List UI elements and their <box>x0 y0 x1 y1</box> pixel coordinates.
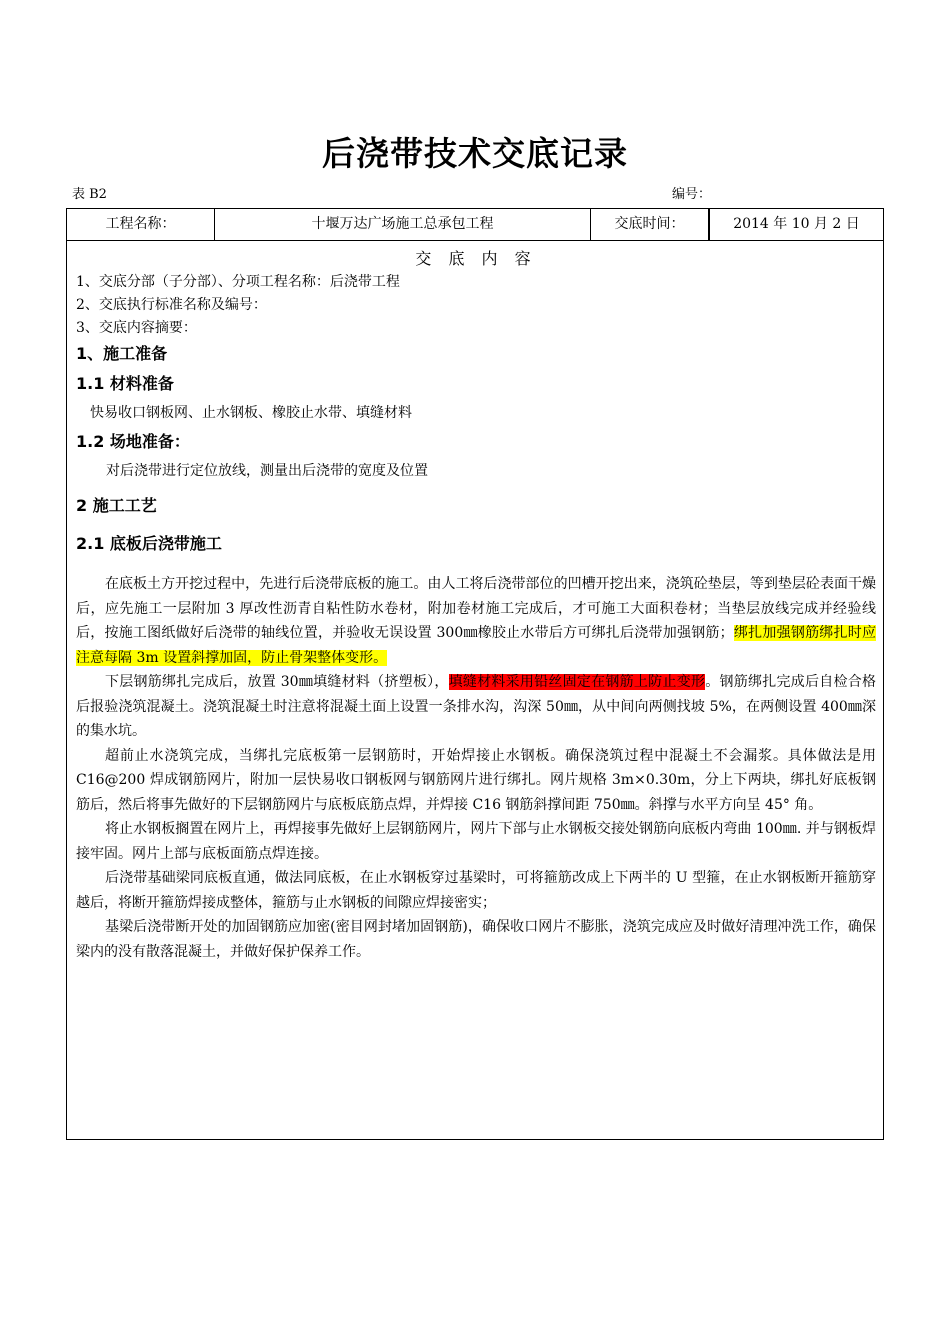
project-name-value: 十堰万达广场施工总承包工程 <box>215 209 591 240</box>
site-text: 对后浇带进行定位放线，测量出后浇带的宽度及位置 <box>106 463 428 479</box>
heading-base-slab: 2.1 底板后浇带施工 <box>76 534 222 553</box>
item-subdivision: 1、交底分部（子分部）、分项工程名称：后浇带工程 <box>76 274 400 290</box>
paragraph-4: 将止水钢板搁置在网片上，再焊接事先做好上层钢筋网片，网片下部与止水钢板交接处钢筋向底板内弯曲 100㎜. 并与钢板焊接牢固。网片上部与底板面筋点焊连接。 <box>76 821 876 862</box>
handover-content <box>76 241 876 964</box>
record-table <box>66 208 884 1140</box>
paragraph-1-text: 在底板土方开挖过程中，先进行后浇带底板的施工。由人工将后浇带部位的凹槽开挖出来，浇筑砼垫层，等到垫层砼表面干燥后，应先施工一层附加 3 厚改性沥青自粘性防水卷材，附加卷材施工完成后，才可施工大面积卷材；当垫层放线完成并经验线后，按施工图纸做好后浇带的轴线位置，并验收无误设置 300㎜橡胶止水带后方可绑扎后浇带加强钢筋； <box>76 576 876 641</box>
header-row <box>67 209 883 241</box>
form-number: 表 B2 <box>72 187 107 202</box>
highlight-red: 填缝材料采用铅丝固定在钢筋上防止变形 <box>448 674 706 690</box>
project-name-label: 工程名称： <box>67 209 215 240</box>
paragraph-2-text-a: 下层钢筋绑扎完成后，放置 30㎜填缝材料（挤塑板）， <box>105 674 449 690</box>
serial-number-label: 编号： <box>672 187 712 202</box>
highlight-yellow: 绑扎加强钢筋绑扎时应注意每隔 3m 设置斜撑加固，防止骨架整体变形。 <box>76 625 877 666</box>
paragraph-1 <box>76 572 876 670</box>
paragraph-2-text-b: 。钢筋绑扎完成后自检合格后报验浇筑混凝土。浇筑混凝土时注意将混凝土面上设置一条排水沟，沟深 50㎜，从中间向两侧找坡 5%，在两侧设置 400㎜深的集水坑。 <box>76 674 877 739</box>
handover-date-value: 2014 年 10 月 2 日 <box>709 209 883 240</box>
heading-process: 2 施工工艺 <box>76 496 157 515</box>
paragraph-5: 后浇带基础梁同底板直通，做法同底板，在止水钢板穿过基梁时，可将箍筋改成上下两半的 U 型箍，在止水钢板断开箍筋穿越后，将断开箍筋焊接成整体，箍筋与止水钢板的间隙应焊接密实； <box>76 870 876 911</box>
heading-site: 1.2 场地准备： <box>76 432 190 451</box>
section-heading: 交 底 内 容 <box>415 249 537 268</box>
handover-date-label: 交底时间： <box>591 209 709 240</box>
paragraph-6: 基梁后浇带断开处的加固钢筋应加密(密目网封堵加固钢筋)，确保收口网片不膨胀，浇筑完成应及时做好清理冲洗工作，确保梁内的没有散落混凝土，并做好保护保养工作。 <box>76 919 876 960</box>
item-standard: 2、交底执行标准名称及编号： <box>76 297 267 313</box>
material-text: 快易收口钢板网、止水钢板、橡胶止水带、填缝材料 <box>90 405 412 421</box>
paragraph-3: 超前止水浇筑完成，当绑扎完底板第一层钢筋时，开始焊接止水钢板。确保浇筑过程中混凝土不会漏浆。具体做法是用 C16@200 焊成钢筋网片，附加一层快易收口钢板网与钢筋网片进行绑扎。网片规格 3m×0.30m，分上下两块，绑扎好底板钢筋后，然后将事先做好的下层钢筋网片与底板底筋点焊，并焊接 C16 钢筋斜撑间距 750㎜。斜撑与水平方向呈 45° 角。 <box>76 747 876 813</box>
paragraph-2 <box>76 670 876 744</box>
item-summary: 3、交底内容摘要： <box>76 320 197 336</box>
heading-material: 1.1 材料准备 <box>76 374 174 393</box>
document-title: 后浇带技术交底记录 <box>322 134 628 173</box>
heading-preparation: 1、施工准备 <box>76 344 168 363</box>
